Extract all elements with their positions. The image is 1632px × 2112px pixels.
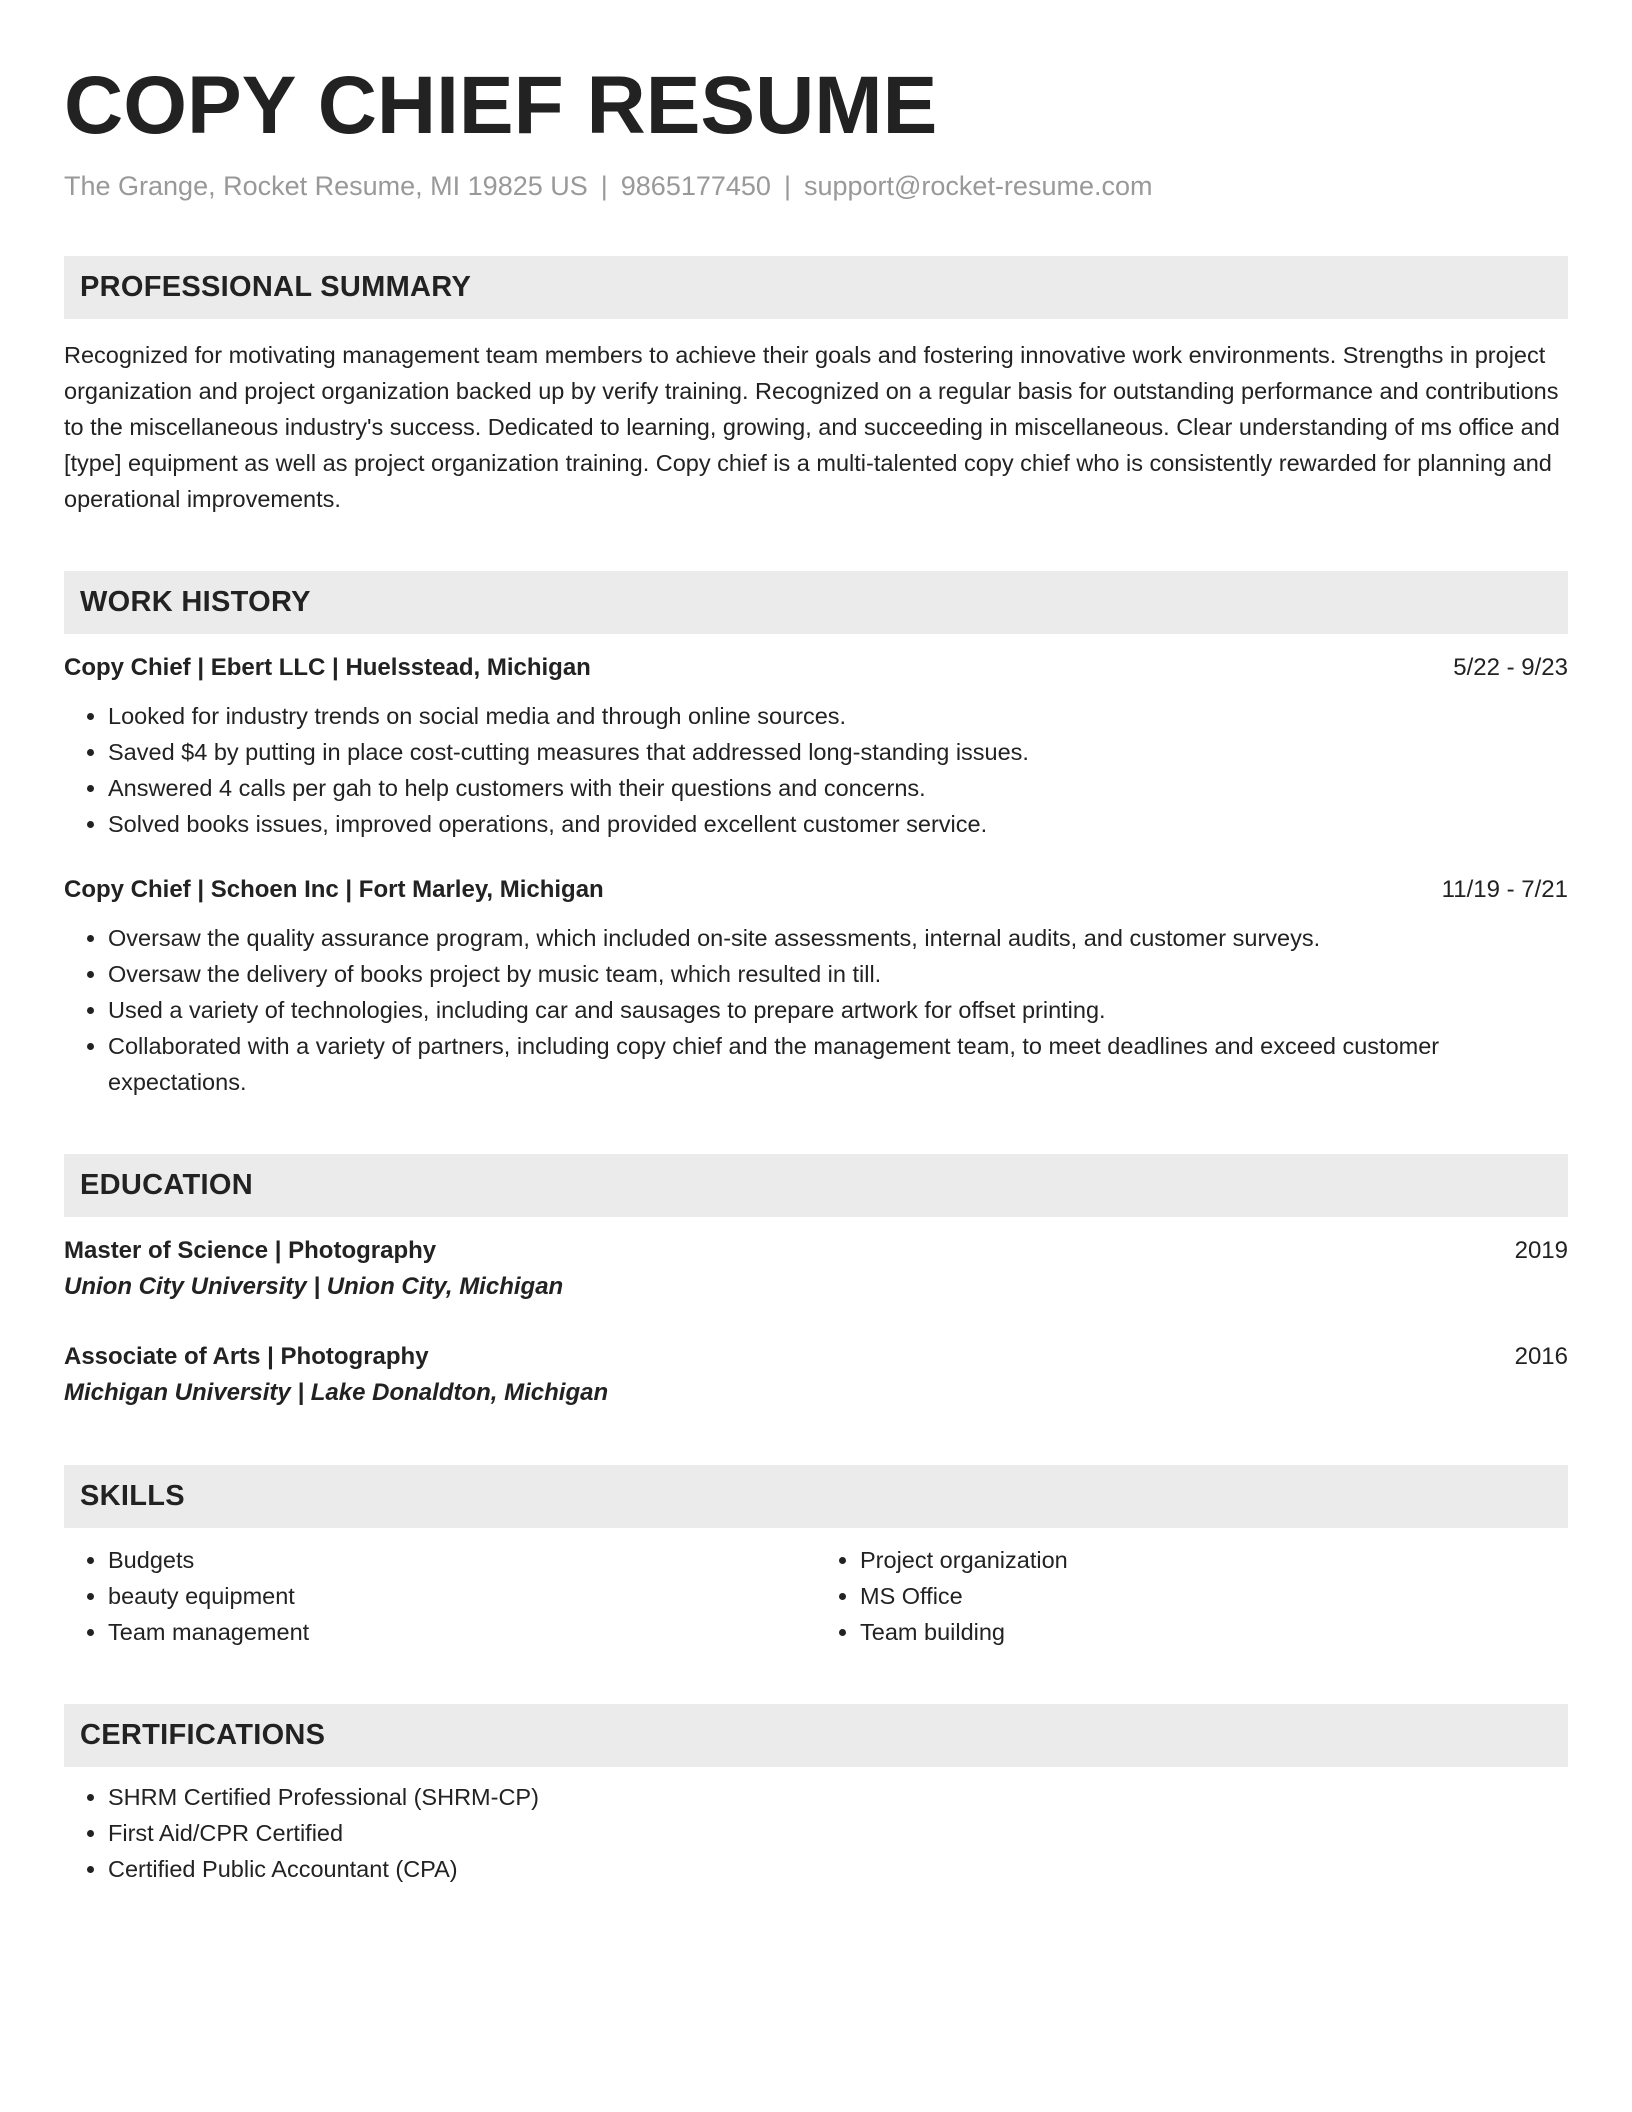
job-bullet: • Oversaw the delivery of books project by music team, which resulted in till. (108, 956, 1568, 992)
skill-item: • Team building (860, 1614, 1568, 1650)
skill-item: • Project organization (860, 1542, 1568, 1578)
skills-column-right (816, 1542, 1568, 1650)
education-header (64, 1339, 1568, 1375)
job-bullets (64, 698, 1568, 842)
contact-email: support@rocket-resume.com (803, 171, 1153, 201)
job-entry (64, 650, 1568, 842)
contact-phone: 9865177450 (620, 171, 771, 201)
job-bullet: • Solved books issues, improved operations, and provided excellent customer service. (108, 806, 1568, 842)
certification-item: • First Aid/CPR Certified (108, 1815, 1568, 1851)
skills-grid (64, 1542, 1568, 1650)
job-bullet: • Saved $4 by putting in place cost-cutting measures that addressed long-standing issues. (108, 734, 1568, 770)
summary-text: Recognized for motivating management team members to achieve their goals and fostering innovative work environments. Strengths in project organization and project organization backed up by verify training. Recognized on a regular basis for outstanding performance and contributions to the miscellaneous industry's success. Dedicated to learning, growing, and succeeding in miscellaneous. Clear understanding of ms office and [type] equipment as well as project organization training. Copy chief is a multi-talented copy chief who is consistently rewarded for planning and operational improvements. (64, 342, 1560, 512)
job-bullet: • Used a variety of technologies, including car and sausages to prepare artwork for offset printing. (108, 992, 1568, 1028)
skill-item: • Budgets (108, 1542, 816, 1578)
section-header-certifications: CERTIFICATIONS (64, 1704, 1568, 1767)
skill-item: • beauty equipment (108, 1578, 816, 1614)
education-entry (64, 1339, 1568, 1411)
job-entry (64, 872, 1568, 1100)
contact-separator: | (783, 171, 791, 201)
section-header-education: EDUCATION (64, 1154, 1568, 1217)
education-year: 2019 (1514, 1237, 1568, 1264)
job-dates: 11/19 - 7/21 (1441, 876, 1568, 903)
education-school: Michigan University | Lake Donaldton, Michigan (64, 1379, 609, 1406)
skill-item: • Team management (108, 1614, 816, 1650)
job-bullet: • Looked for industry trends on social media and through online sources. (108, 698, 1568, 734)
contact-separator: | (600, 171, 608, 201)
job-header (64, 872, 1568, 908)
section-header-summary: PROFESSIONAL SUMMARY (64, 256, 1568, 319)
resume-title: COPY CHIEF RESUME (64, 60, 938, 151)
job-bullet: • Answered 4 calls per gah to help customers with their questions and concerns. (108, 770, 1568, 806)
job-bullet: • Collaborated with a variety of partners, including copy chief and the management team, to meet deadlines and exceed customer expectations. (108, 1028, 1568, 1100)
skill-item: • MS Office (860, 1578, 1568, 1614)
job-dates: 5/22 - 9/23 (1453, 654, 1568, 681)
section-header-skills: SKILLS (64, 1465, 1568, 1528)
contact-address: The Grange, Rocket Resume, MI 19825 US (64, 171, 588, 201)
skills-column-left (64, 1542, 816, 1650)
education-school: Union City University | Union City, Michigan (64, 1273, 564, 1300)
education-entry (64, 1233, 1568, 1305)
job-bullets (64, 920, 1568, 1100)
education-year: 2016 (1514, 1343, 1568, 1370)
certification-item: • Certified Public Accountant (CPA) (108, 1851, 1568, 1887)
job-header (64, 650, 1568, 686)
contact-line (64, 168, 1568, 204)
education-header (64, 1233, 1568, 1269)
job-bullet: • Oversaw the quality assurance program, which included on-site assessments, internal audits, and customer surveys. (108, 920, 1568, 956)
education-degree: Associate of Arts | Photography (64, 1343, 429, 1370)
certifications-list (64, 1779, 1568, 1887)
job-title: Copy Chief | Schoen Inc | Fort Marley, Michigan (64, 876, 604, 903)
job-title: Copy Chief | Ebert LLC | Huelsstead, Michigan (64, 654, 591, 681)
section-header-work-history: WORK HISTORY (64, 571, 1568, 634)
education-degree: Master of Science | Photography (64, 1237, 437, 1264)
certification-item: • SHRM Certified Professional (SHRM-CP) (108, 1779, 1568, 1815)
